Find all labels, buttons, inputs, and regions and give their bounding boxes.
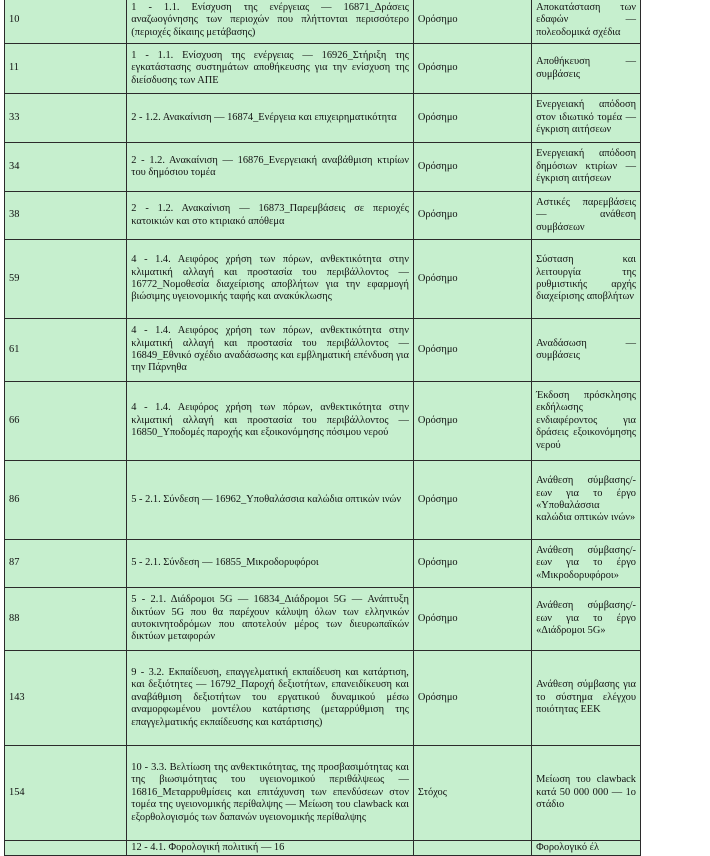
table-row — [5, 540, 641, 588]
table-row — [5, 319, 641, 382]
row-id: 87 — [5, 540, 127, 588]
row-result: Σύσταση και λειτουργία της ρυθμιστικής αρχής διαχείρισης αποβλήτων — [532, 240, 641, 319]
row-result: Έκδοση πρόσκλησης εκδήλωσης ενδιαφέροντος για δράσεις εξοικονόμησης νερού — [532, 382, 641, 461]
row-result: Φορολογικό έλ — [532, 841, 641, 856]
row-type: Ορόσημο — [413, 588, 531, 651]
row-id: 66 — [5, 382, 127, 461]
row-id: 59 — [5, 240, 127, 319]
row-description: 2 - 1.2. Ανακαίνιση — 16874_Ενέργεια και επιχειρηματικότητα — [127, 94, 414, 143]
row-description: 4 - 1.4. Αειφόρος χρήση των πόρων, ανθεκτικότητα στην κλιματική αλλαγή και προστασία του περιβάλλοντος — 16772_Νομοθεσία διαχείρισης αποβλήτων για την εφαρμογή βιώσιμης υγειονομικής ταφής και ανακύκλωσης — [127, 240, 414, 319]
row-description: 12 - 4.1. Φορολογική πολιτική — 16 — [127, 841, 414, 856]
row-description: 5 - 2.1. Διάδρομοι 5G — 16834_Διάδρομοι 5G — Ανάπτυξη δικτύων 5G που θα παρέχουν κάλυψη όλων των ελληνικών αυτοκινητοδρόμων που αποτελούν μέρος των διευρωπαϊκών δικτύων μεταφορών — [127, 588, 414, 651]
row-result: Αποθήκευση — συμβάσεις — [532, 44, 641, 94]
row-result: Ανάθεση σύμβασης/-εων για το έργο «Υποθαλάσσια καλώδια οπτικών ινών» — [532, 461, 641, 540]
row-id: 61 — [5, 319, 127, 382]
row-type: Ορόσημο — [413, 461, 531, 540]
row-type: Ορόσημο — [413, 240, 531, 319]
row-id: 143 — [5, 651, 127, 746]
table-row — [5, 143, 641, 192]
table-row — [5, 651, 641, 746]
row-type: Ορόσημο — [413, 143, 531, 192]
row-description: 10 - 3.3. Βελτίωση της ανθεκτικότητας, της προσβασιμότητας και της βιωσιμότητας του υγειονομικού περιθάλψεως — 16816_Μεταρρυθμίσεις και επιτάχυνση των επενδύσεων στον τομέα της υγειονομικής περίθαλψης — Μείωση του clawback και εξορθολογισμός των δαπανών υγειονομικής περίθαλψης — [127, 746, 414, 841]
row-id: 154 — [5, 746, 127, 841]
row-result: Αναδάσωση — συμβάσεις — [532, 319, 641, 382]
row-result: Αποκατάσταση των εδαφών — πολεοδομικά σχέδια — [532, 0, 641, 44]
row-description: 5 - 2.1. Σύνδεση — 16855_Μικροδορυφόροι — [127, 540, 414, 588]
milestones-table — [4, 0, 641, 856]
row-description: 1 - 1.1. Ενίσχυση της ενέργειας — 16871_Δράσεις αναζωογόνησης των περιοχών που πλήττονται περισσότερο (περιοχές δίκαιης μετάβασης) — [127, 0, 414, 44]
row-id: 88 — [5, 588, 127, 651]
row-description: 2 - 1.2. Ανακαίνιση — 16873_Παρεμβάσεις σε περιοχές κατοικιών και στο κτιριακό απόθεμα — [127, 192, 414, 240]
row-type: Ορόσημο — [413, 319, 531, 382]
row-id: 34 — [5, 143, 127, 192]
row-type: Ορόσημο — [413, 44, 531, 94]
row-result: Ανάθεση σύμβασης/-εων για το έργο «Διάδρομοι 5G» — [532, 588, 641, 651]
row-id: 10 — [5, 0, 127, 44]
row-id — [5, 841, 127, 856]
row-type: Ορόσημο — [413, 382, 531, 461]
row-type: Ορόσημο — [413, 192, 531, 240]
row-description: 4 - 1.4. Αειφόρος χρήση των πόρων, ανθεκτικότητα στην κλιματική αλλαγή και προστασία του περιβάλλοντος — 16849_Εθνικό σχέδιο αναδάσωσης και εμβληματική επένδυση για την Πάρνηθα — [127, 319, 414, 382]
row-description: 4 - 1.4. Αειφόρος χρήση των πόρων, ανθεκτικότητα στην κλιματική αλλαγή και προστασία του περιβάλλοντος — 16850_Υποδομές παροχής και εξοικονόμησης πόσιμου νερού — [127, 382, 414, 461]
row-result: Αστικές παρεμβάσεις — ανάθεση συμβάσεων — [532, 192, 641, 240]
table-row — [5, 192, 641, 240]
table-row — [5, 588, 641, 651]
table-row — [5, 461, 641, 540]
row-id: 11 — [5, 44, 127, 94]
table-row — [5, 94, 641, 143]
row-description: 2 - 1.2. Ανακαίνιση — 16876_Ενεργειακή αναβάθμιση κτιρίων του δημόσιου τομέα — [127, 143, 414, 192]
row-type: Στόχος — [413, 746, 531, 841]
row-id: 38 — [5, 192, 127, 240]
table-row — [5, 382, 641, 461]
table-row — [5, 44, 641, 94]
row-type: Ορόσημο — [413, 94, 531, 143]
table-row — [5, 0, 641, 44]
row-result: Ανάθεση σύμβασης για το σύστημα ελέγχου ποιότητας ΕΕΚ — [532, 651, 641, 746]
row-description: 1 - 1.1. Ενίσχυση της ενέργειας — 16926_Στήριξη της εγκατάστασης συστημάτων αποθήκευσης για την ενίσχυση της διείσδυσης των ΑΠΕ — [127, 44, 414, 94]
row-result: Ενεργειακή απόδοση δημόσιων κτιρίων — έγκριση αιτήσεων — [532, 143, 641, 192]
row-result: Μείωση του clawback κατά 50 000 000 — 1ο στάδιο — [532, 746, 641, 841]
table-row — [5, 240, 641, 319]
table-row — [5, 746, 641, 841]
row-result: Ανάθεση σύμβασης/-εων για το έργο «Μικροδορυφόροι» — [532, 540, 641, 588]
row-description: 9 - 3.2. Εκπαίδευση, επαγγελματική εκπαίδευση και κατάρτιση, και δεξιότητες — 16792_Παροχή δεξιοτήτων, επανειδίκευση και αναβάθμιση δεξιοτήτων του εργατικού δυναμικού μέσω αναμορφωμένου μοντέλου κατάρτισης (μεταρρύθμιση της επαγγελματικής εκπαίδευσης και κατάρτισης) — [127, 651, 414, 746]
row-type: Ορόσημο — [413, 0, 531, 44]
row-type: Ορόσημο — [413, 540, 531, 588]
row-description: 5 - 2.1. Σύνδεση — 16962_Υποθαλάσσια καλώδια οπτικών ινών — [127, 461, 414, 540]
table-row-partial — [5, 841, 641, 856]
row-type: Ορόσημο — [413, 651, 531, 746]
row-id: 33 — [5, 94, 127, 143]
row-id: 86 — [5, 461, 127, 540]
row-result: Ενεργειακή απόδοση στον ιδιωτικό τομέα — έγκριση αιτήσεων — [532, 94, 641, 143]
row-type — [413, 841, 531, 856]
